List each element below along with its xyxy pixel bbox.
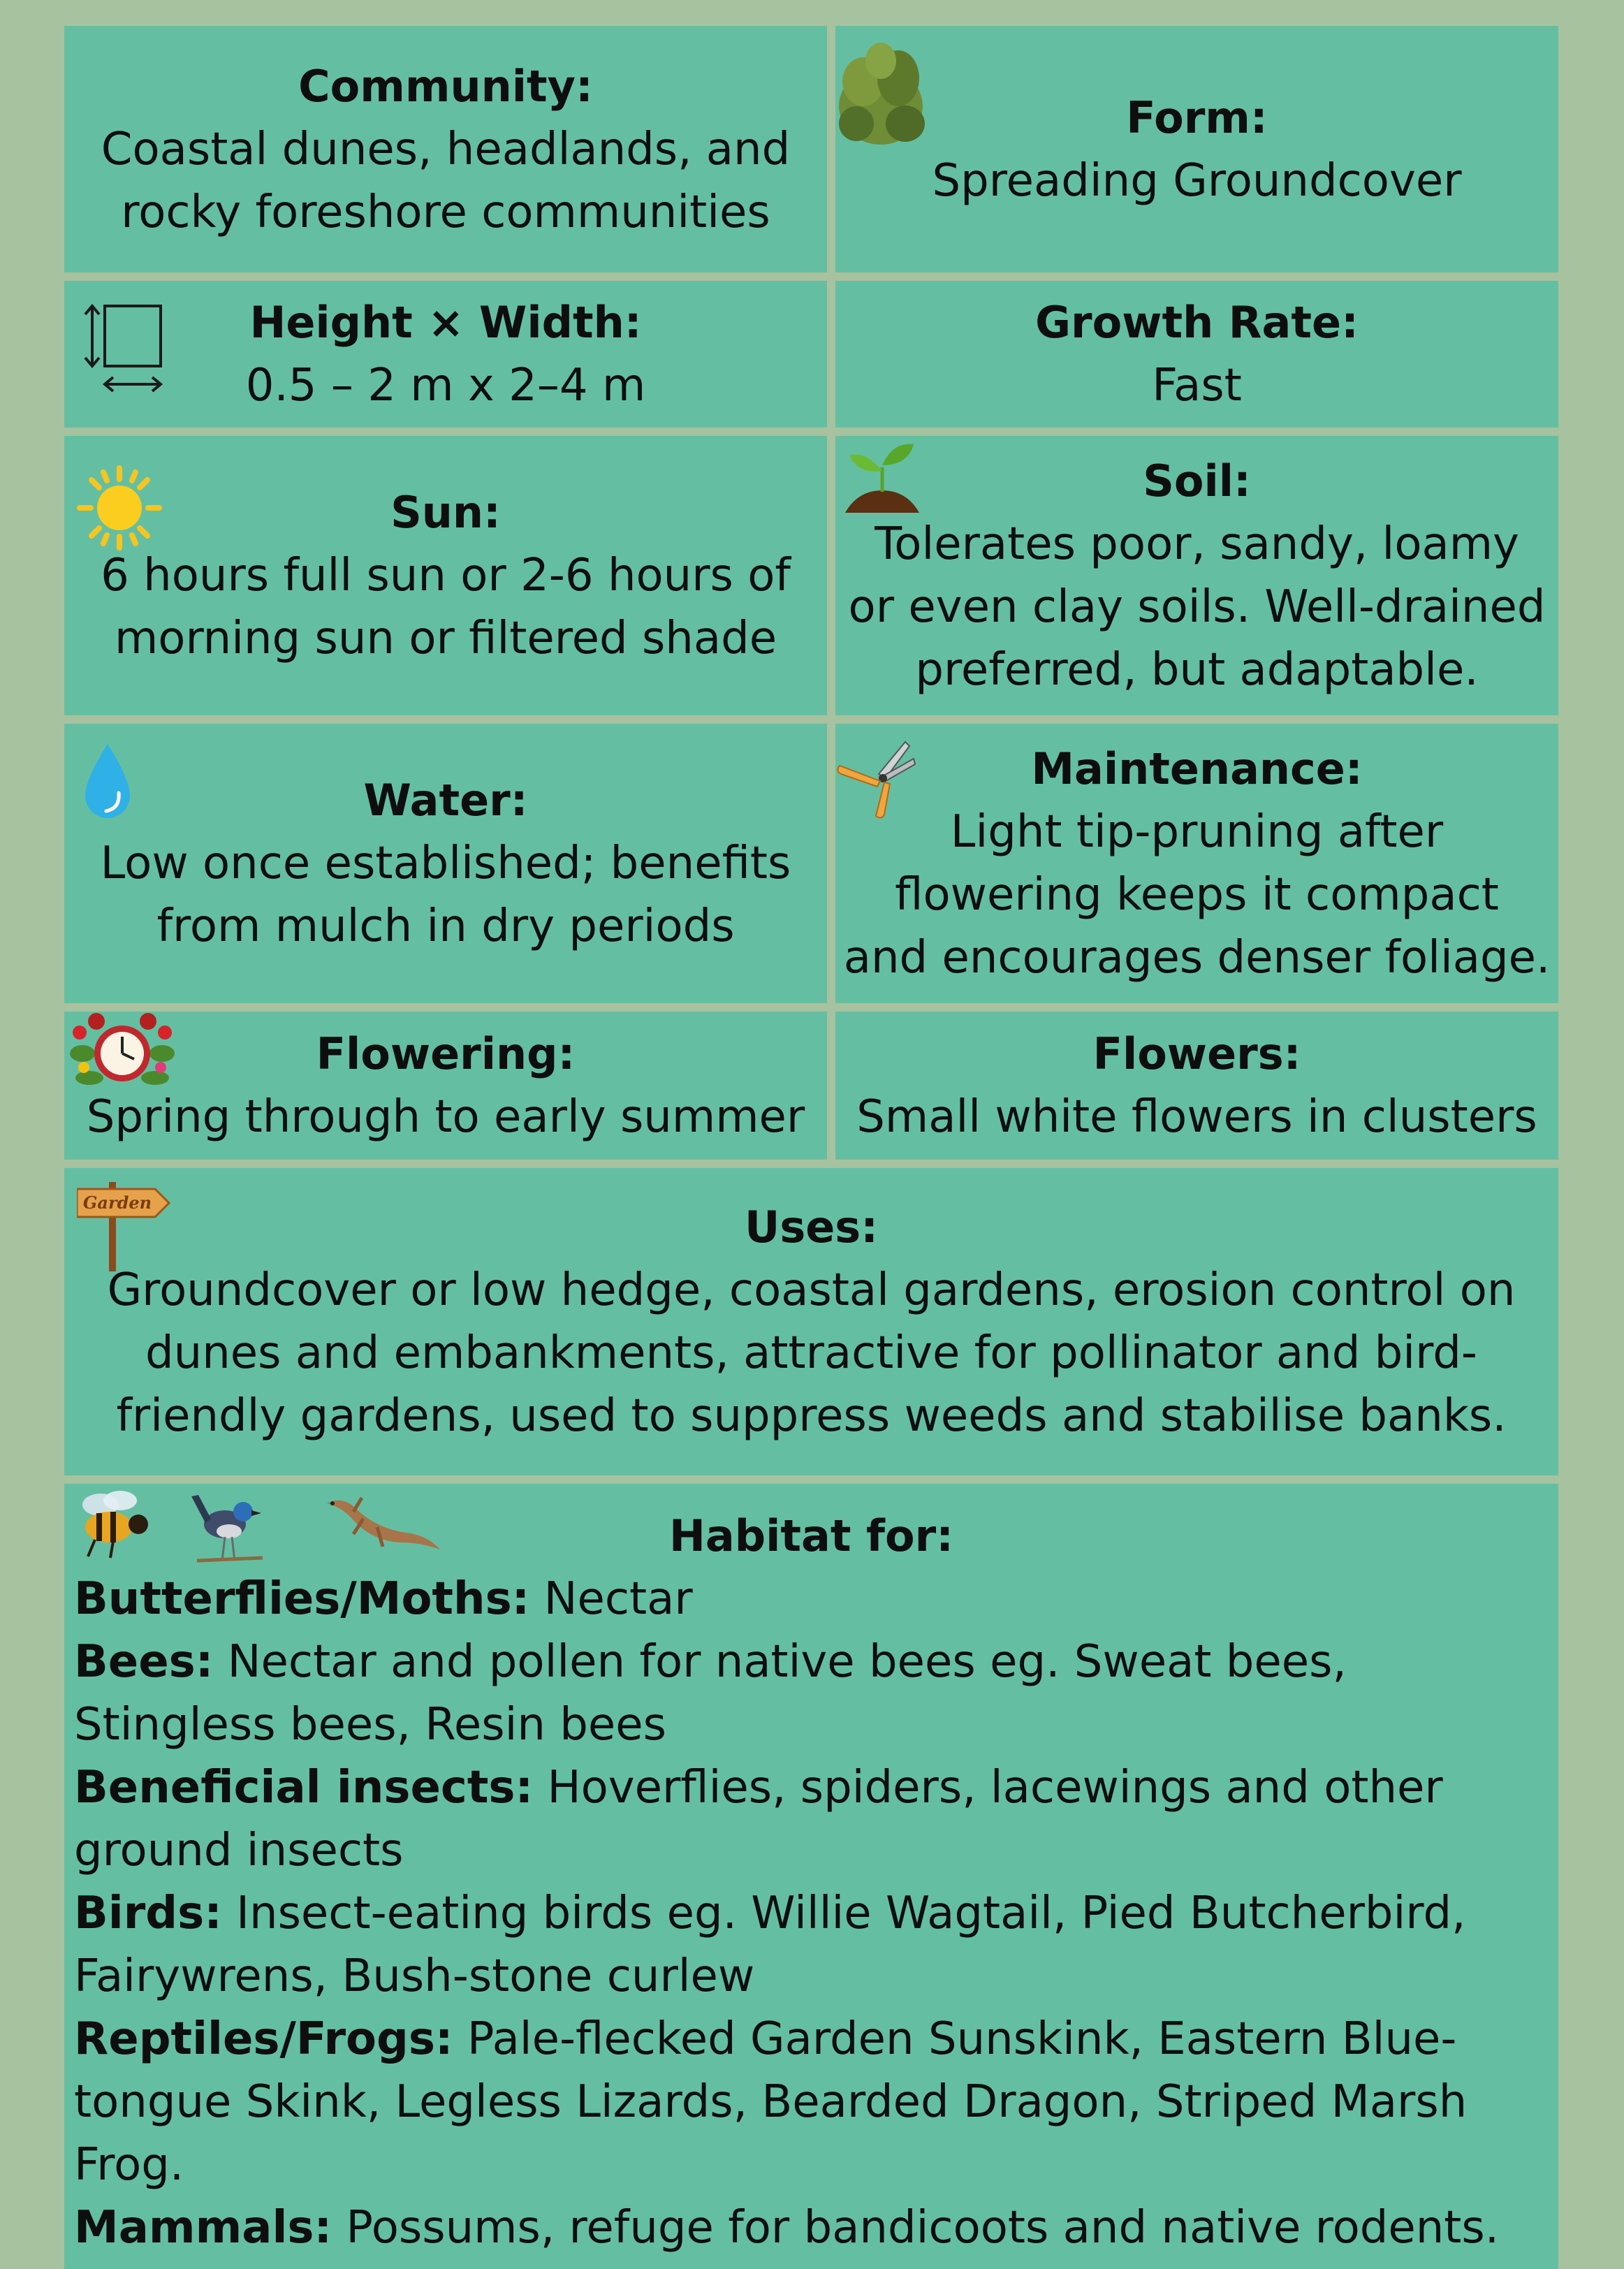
water-heading: Water: — [363, 775, 528, 826]
habitat-item — [74, 1756, 1544, 1882]
habitat-item-label: Beneficial insects: — [74, 1762, 534, 1814]
habitat-item-label: Bees: — [74, 1636, 214, 1688]
maintenance-card — [835, 724, 1558, 1003]
habitat-item-text: Nectar and pollen for native bees eg. Sweat bees, Stingless bees, Resin bees — [74, 1636, 1347, 1751]
community-line-2: rocky foreshore communities — [121, 186, 770, 238]
soil-card — [835, 436, 1558, 715]
habitat-item-label: Mammals: — [74, 2202, 332, 2254]
growth-text: Fast — [1152, 360, 1242, 411]
uses-card — [64, 1168, 1558, 1475]
garden-sign-text: Garden — [82, 1192, 152, 1213]
size-card — [64, 281, 827, 428]
growth-card — [835, 281, 1558, 428]
habitat-item — [74, 2196, 1544, 2259]
habitat-item-text: Pale-flecked Garden Sunskink, Eastern Blue-tongue Skink, Legless Lizards, Bearded Dragon, Striped Marsh Frog. — [74, 2013, 1468, 2191]
habitat-item-text: Hoverflies, spiders, lacewings and other ground insects — [74, 1762, 1443, 1876]
growth-heading: Growth Rate: — [1035, 297, 1359, 348]
uses-line-3: friendly gardens, used to suppress weeds and stabilise banks. — [116, 1390, 1507, 1442]
flowering-text: Spring through to early summer — [86, 1091, 805, 1143]
flowering-card — [64, 1012, 827, 1160]
maintenance-heading: Maintenance: — [1031, 743, 1363, 794]
habitat-list — [74, 1568, 1544, 2259]
habitat-item-label: Reptiles/Frogs: — [74, 2013, 453, 2065]
soil-heading: Soil: — [1143, 455, 1251, 506]
community-heading: Community: — [298, 60, 593, 112]
soil-line-1: Tolerates poor, sandy, loamy — [875, 518, 1519, 570]
uses-line-1: Groundcover or low hedge, coastal gardens, erosion control on — [107, 1264, 1516, 1316]
maintenance-line-1: Light tip-pruning after — [950, 806, 1444, 858]
habitat-item-text: Insect-eating birds eg. Willie Wagtail, Pied Butcherbird, Fairywrens, Bush-stone curlew — [74, 1888, 1466, 2002]
uses-line-2: dunes and embankments, attractive for pollinator and bird- — [145, 1327, 1477, 1379]
sun-card — [64, 436, 827, 715]
habitat-item — [74, 1882, 1544, 2008]
habitat-item — [74, 2008, 1544, 2196]
community-card — [64, 26, 827, 272]
water-card — [64, 724, 827, 1003]
habitat-item — [74, 1630, 1544, 1756]
habitat-item-label: Butterflies/Moths: — [74, 1573, 530, 1625]
flowers-text: Small white flowers in clusters — [856, 1091, 1537, 1143]
water-line-1: Low once established; benefits — [100, 838, 791, 889]
form-heading: Form: — [1126, 92, 1268, 143]
habitat-item — [74, 1568, 1544, 1630]
community-line-1: Coastal dunes, headlands, and — [101, 123, 791, 175]
flowers-card — [835, 1012, 1558, 1160]
habitat-heading: Habitat for: — [669, 1510, 953, 1561]
maintenance-line-3: and encourages denser foliage. — [843, 932, 1551, 984]
uses-heading: Uses: — [745, 1202, 878, 1253]
flowers-heading: Flowers: — [1092, 1028, 1301, 1079]
flowering-heading: Flowering: — [316, 1028, 576, 1079]
habitat-item-label: Birds: — [74, 1888, 222, 1939]
water-line-2: from mulch in dry periods — [156, 900, 735, 952]
soil-line-2: or even clay soils. Well-drained — [848, 581, 1546, 633]
habitat-item-text: Possums, refuge for bandicoots and native rodents. — [332, 2202, 1500, 2254]
habitat-item-text: Nectar — [529, 1573, 693, 1625]
form-text: Spreading Groundcover — [932, 154, 1462, 207]
habitat-card — [64, 1484, 1558, 2269]
form-card — [835, 26, 1558, 272]
maintenance-line-2: flowering keeps it compact — [895, 869, 1499, 921]
sun-line-2: morning sun or filtered shade — [114, 613, 777, 664]
size-text: 0.5 – 2 m x 2–4 m — [245, 360, 646, 411]
sun-line-1: 6 hours full sun or 2-6 hours of — [101, 550, 791, 601]
size-heading: Height × Width: — [249, 297, 642, 348]
sun-heading: Sun: — [390, 487, 501, 538]
soil-line-3: preferred, but adaptable. — [915, 644, 1479, 696]
